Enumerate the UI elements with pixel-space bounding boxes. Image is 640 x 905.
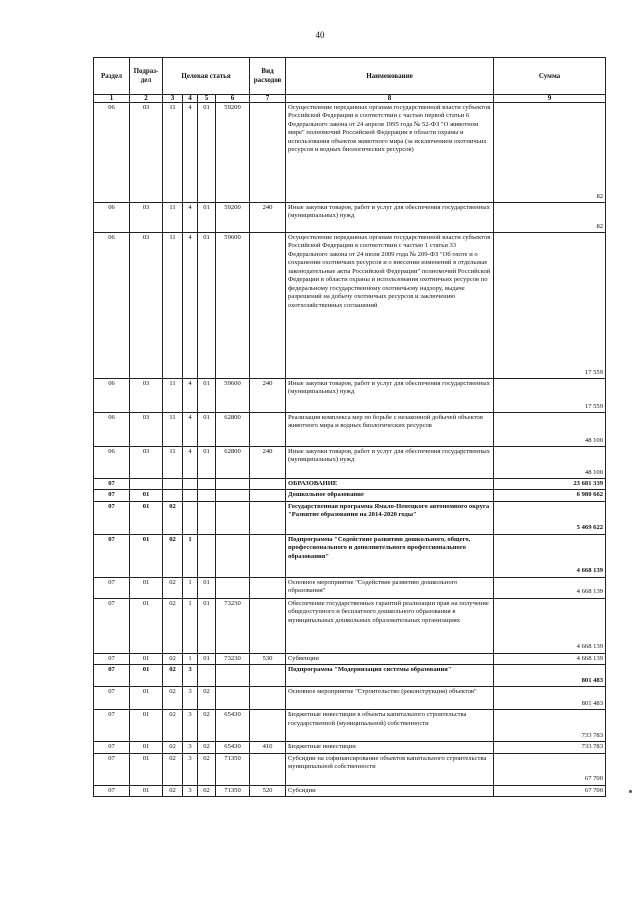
target-subprogram-code: 4 <box>183 413 198 447</box>
target-program-code: 02 <box>163 577 183 598</box>
subsection-code: 01 <box>130 742 163 753</box>
header-target-article: Целевая статья <box>163 58 250 95</box>
target-program-code: 02 <box>163 742 183 753</box>
row-name: Подпрограмма "Содействие развитию дошкольного, общего, профессионального и дополнительного профессионального образования" <box>286 534 494 577</box>
target-program-code: 11 <box>163 103 183 203</box>
target-activity-code <box>198 665 216 687</box>
target-subprogram-code: 3 <box>183 687 198 710</box>
column-number: 2 <box>130 95 163 103</box>
target-direction-code: 73230 <box>216 598 250 653</box>
target-program-code <box>163 490 183 501</box>
target-program-code <box>163 479 183 490</box>
row-name: ОБРАЗОВАНИЕ <box>286 479 494 490</box>
row-name: Обеспечение государственных гарантий реализации прав на получение общедоступного и бесплатного дошкольного образования в муниципальных дошкольных образовательных организациях <box>286 598 494 653</box>
expense-type-code: 520 <box>250 785 286 796</box>
row-name: Иные закупки товаров, работ и услуг для обеспечения государственных (муниципальных) нужд <box>286 379 494 413</box>
expense-type-code <box>250 233 286 379</box>
target-activity-code: 01 <box>198 413 216 447</box>
row-sum: 23 681 339 <box>494 479 606 490</box>
row-name: Субвенции <box>286 653 494 664</box>
target-subprogram-code: 3 <box>183 710 198 742</box>
row-name: Бюджетные инвестиции в объекты капитального строительства государственной (муниципальной) собственности <box>286 710 494 742</box>
expense-type-code: 410 <box>250 742 286 753</box>
target-activity-code: 02 <box>198 710 216 742</box>
target-activity-code: 01 <box>198 598 216 653</box>
row-sum: 82 <box>494 103 606 203</box>
table-row <box>94 479 606 490</box>
target-activity-code: 01 <box>198 577 216 598</box>
target-direction-code: 62800 <box>216 413 250 447</box>
header-expense-type: Вид расходов <box>250 58 286 95</box>
table-row <box>94 534 606 577</box>
table-row <box>94 447 606 479</box>
section-code: 07 <box>94 785 130 796</box>
row-sum: 17 559 <box>494 233 606 379</box>
expense-type-code: 530 <box>250 653 286 664</box>
section-code: 07 <box>94 653 130 664</box>
row-name: Основное мероприятие "Содействие развитию дошкольного образования" <box>286 577 494 598</box>
target-activity-code: 01 <box>198 203 216 233</box>
column-number-row <box>94 95 606 103</box>
target-activity-code: 02 <box>198 742 216 753</box>
target-subprogram-code: 3 <box>183 753 198 785</box>
section-code: 07 <box>94 742 130 753</box>
expense-type-code <box>250 103 286 203</box>
subsection-code <box>130 479 163 490</box>
target-activity-code: 01 <box>198 103 216 203</box>
column-number: 4 <box>183 95 198 103</box>
target-subprogram-code: 3 <box>183 665 198 687</box>
expense-type-code <box>250 501 286 534</box>
target-program-code: 11 <box>163 203 183 233</box>
target-subprogram-code: 4 <box>183 103 198 203</box>
target-direction-code: 73230 <box>216 653 250 664</box>
subsection-code: 01 <box>130 753 163 785</box>
subsection-code: 03 <box>130 413 163 447</box>
subsection-code: 01 <box>130 785 163 796</box>
row-sum: 6 980 662 <box>494 490 606 501</box>
target-subprogram-code: 4 <box>183 203 198 233</box>
target-subprogram-code <box>183 490 198 501</box>
budget-table <box>93 57 606 797</box>
expense-type-code: 240 <box>250 447 286 479</box>
target-program-code: 11 <box>163 447 183 479</box>
row-name: Основное мероприятие "Строительство (реконструкция) объектов" <box>286 687 494 710</box>
row-name: Субсидии <box>286 785 494 796</box>
target-activity-code: 02 <box>198 785 216 796</box>
target-direction-code <box>216 577 250 598</box>
target-direction-code: 59200 <box>216 103 250 203</box>
subsection-code: 03 <box>130 233 163 379</box>
section-code: 07 <box>94 598 130 653</box>
section-code: 07 <box>94 753 130 785</box>
target-direction-code <box>216 501 250 534</box>
table-row <box>94 598 606 653</box>
expense-type-code <box>250 753 286 785</box>
table-row <box>94 379 606 413</box>
target-direction-code <box>216 665 250 687</box>
target-activity-code <box>198 501 216 534</box>
subsection-code: 03 <box>130 203 163 233</box>
target-direction-code: 71350 <box>216 753 250 785</box>
target-subprogram-code: 3 <box>183 742 198 753</box>
subsection-code: 01 <box>130 577 163 598</box>
target-direction-code: 71350 <box>216 785 250 796</box>
section-code: 07 <box>94 479 130 490</box>
row-sum: 4 668 139 <box>494 534 606 577</box>
target-activity-code: 01 <box>198 447 216 479</box>
column-number: 7 <box>250 95 286 103</box>
subsection-code: 03 <box>130 103 163 203</box>
target-direction-code <box>216 490 250 501</box>
table-row <box>94 233 606 379</box>
table-row <box>94 577 606 598</box>
target-program-code: 02 <box>163 665 183 687</box>
expense-type-code <box>250 665 286 687</box>
expense-type-code <box>250 710 286 742</box>
target-program-code: 11 <box>163 233 183 379</box>
header-subsection: Подраз-дел <box>130 58 163 95</box>
target-program-code: 02 <box>163 598 183 653</box>
table-row <box>94 103 606 203</box>
column-number: 1 <box>94 95 130 103</box>
target-program-code: 02 <box>163 785 183 796</box>
row-sum: 4 668 139 <box>494 653 606 664</box>
expense-type-code <box>250 490 286 501</box>
table-header-row <box>94 58 606 95</box>
row-sum: 48 100 <box>494 413 606 447</box>
target-direction-code: 65430 <box>216 742 250 753</box>
target-activity-code: 01 <box>198 233 216 379</box>
row-name: Осуществление переданных органам государственной власти субъектов Российской Федерации в соответствии с частью 1 статьи 33 Федерального закона от 24 июля 2009 года № 209-ФЗ "Об охоте и о сохранении охотничьих ресурсов и о внесении изменений в отдельные законодательные акты Российской Федерации" полномочий Российской Федерации в области охраны и использования охотничьих ресурсов по федеральному государственному охотничьему надзору, выдаче разрешений на добычу охотничьих ресурсов и заключению охотхозяйственных соглашений <box>286 233 494 379</box>
target-program-code: 02 <box>163 534 183 577</box>
target-activity-code <box>198 534 216 577</box>
header-section: Раздел <box>94 58 130 95</box>
table-row <box>94 653 606 664</box>
target-program-code: 02 <box>163 653 183 664</box>
section-code: 06 <box>94 233 130 379</box>
target-subprogram-code: 1 <box>183 577 198 598</box>
target-subprogram-code: 1 <box>183 534 198 577</box>
target-direction-code: 59200 <box>216 203 250 233</box>
table-row <box>94 501 606 534</box>
scan-speck <box>629 790 632 793</box>
section-code: 06 <box>94 413 130 447</box>
section-code: 06 <box>94 379 130 413</box>
subsection-code: 01 <box>130 653 163 664</box>
row-name: Дошкольное образование <box>286 490 494 501</box>
target-program-code: 02 <box>163 687 183 710</box>
header-name: Наименование <box>286 58 494 95</box>
subsection-code: 01 <box>130 687 163 710</box>
subsection-code: 03 <box>130 379 163 413</box>
section-code: 06 <box>94 203 130 233</box>
page-number: 40 <box>315 30 325 40</box>
section-code: 06 <box>94 103 130 203</box>
target-activity-code <box>198 479 216 490</box>
table-row <box>94 753 606 785</box>
row-sum: 67 700 <box>494 753 606 785</box>
section-code: 06 <box>94 447 130 479</box>
target-direction-code: 59600 <box>216 233 250 379</box>
section-code: 07 <box>94 534 130 577</box>
target-direction-code <box>216 687 250 710</box>
target-subprogram-code <box>183 501 198 534</box>
table-row <box>94 785 606 796</box>
subsection-code: 01 <box>130 710 163 742</box>
row-name: Подпрограмма "Модернизация системы образования" <box>286 665 494 687</box>
row-sum: 5 469 622 <box>494 501 606 534</box>
target-subprogram-code: 1 <box>183 653 198 664</box>
section-code: 07 <box>94 687 130 710</box>
table-row <box>94 665 606 687</box>
row-name: Реализация комплекса мер по борьбе с незаконной добычей объектов животного мира и водных биологических ресурсов <box>286 413 494 447</box>
table-row <box>94 413 606 447</box>
row-name: Субсидии на софинансирование объектов капитального строительства муниципальной собственности <box>286 753 494 785</box>
row-name: Иные закупки товаров, работ и услуг для обеспечения государственных (муниципальных) нужд <box>286 203 494 233</box>
section-code: 07 <box>94 490 130 501</box>
row-sum: 801 483 <box>494 687 606 710</box>
table-row <box>94 490 606 501</box>
row-sum: 4 668 139 <box>494 598 606 653</box>
section-code: 07 <box>94 665 130 687</box>
expense-type-code: 240 <box>250 379 286 413</box>
expense-type-code <box>250 479 286 490</box>
expense-type-code: 240 <box>250 203 286 233</box>
section-code: 07 <box>94 710 130 742</box>
target-activity-code: 01 <box>198 653 216 664</box>
expense-type-code <box>250 598 286 653</box>
row-name: Иные закупки товаров, работ и услуг для обеспечения государственных (муниципальных) нужд <box>286 447 494 479</box>
subsection-code: 01 <box>130 598 163 653</box>
target-direction-code: 59600 <box>216 379 250 413</box>
target-activity-code <box>198 490 216 501</box>
expense-type-code <box>250 687 286 710</box>
section-code: 07 <box>94 501 130 534</box>
target-direction-code <box>216 534 250 577</box>
column-number: 3 <box>163 95 183 103</box>
table-row <box>94 710 606 742</box>
target-activity-code: 01 <box>198 379 216 413</box>
subsection-code: 01 <box>130 665 163 687</box>
section-code: 07 <box>94 577 130 598</box>
expense-type-code <box>250 577 286 598</box>
target-program-code: 02 <box>163 753 183 785</box>
table-row <box>94 203 606 233</box>
subsection-code: 03 <box>130 447 163 479</box>
target-subprogram-code: 3 <box>183 785 198 796</box>
target-activity-code: 02 <box>198 753 216 785</box>
target-activity-code: 02 <box>198 687 216 710</box>
row-sum: 82 <box>494 203 606 233</box>
target-subprogram-code: 4 <box>183 447 198 479</box>
row-sum: 17 559 <box>494 379 606 413</box>
header-sum: Сумма <box>494 58 606 95</box>
expense-type-code <box>250 413 286 447</box>
row-name: Бюджетные инвестиции <box>286 742 494 753</box>
target-subprogram-code: 1 <box>183 598 198 653</box>
expense-type-code <box>250 534 286 577</box>
row-name: Государственная программа Ямало-Ненецкого автономного округа "Развитие образования на 2014-2020 годы" <box>286 501 494 534</box>
target-subprogram-code <box>183 479 198 490</box>
target-direction-code: 62800 <box>216 447 250 479</box>
column-number: 9 <box>494 95 606 103</box>
row-sum: 801 483 <box>494 665 606 687</box>
column-number: 5 <box>198 95 216 103</box>
target-direction-code: 65430 <box>216 710 250 742</box>
subsection-code: 01 <box>130 534 163 577</box>
column-number: 6 <box>216 95 250 103</box>
target-subprogram-code: 4 <box>183 379 198 413</box>
subsection-code: 01 <box>130 501 163 534</box>
table-row <box>94 687 606 710</box>
column-number: 8 <box>286 95 494 103</box>
table-row <box>94 742 606 753</box>
target-subprogram-code: 4 <box>183 233 198 379</box>
target-direction-code <box>216 479 250 490</box>
row-sum: 733 783 <box>494 710 606 742</box>
row-sum: 48 100 <box>494 447 606 479</box>
row-sum: 4 668 139 <box>494 577 606 598</box>
subsection-code: 01 <box>130 490 163 501</box>
target-program-code: 11 <box>163 379 183 413</box>
row-sum: 733 783 <box>494 742 606 753</box>
target-program-code: 02 <box>163 710 183 742</box>
target-program-code: 11 <box>163 413 183 447</box>
target-program-code: 02 <box>163 501 183 534</box>
row-sum: 67 700 <box>494 785 606 796</box>
row-name: Осуществление переданных органам государственной власти субъектов Российской Федерации в соответствии с частью первой статьи 6 Федерального закона от 24 апреля 1995 года № 52-ФЗ "О животном мире" полномочий Российской Федерации в области охраны и использования объектов животного мира (за исключением охотничьих ресурсов и водных биологических ресурсов) <box>286 103 494 203</box>
